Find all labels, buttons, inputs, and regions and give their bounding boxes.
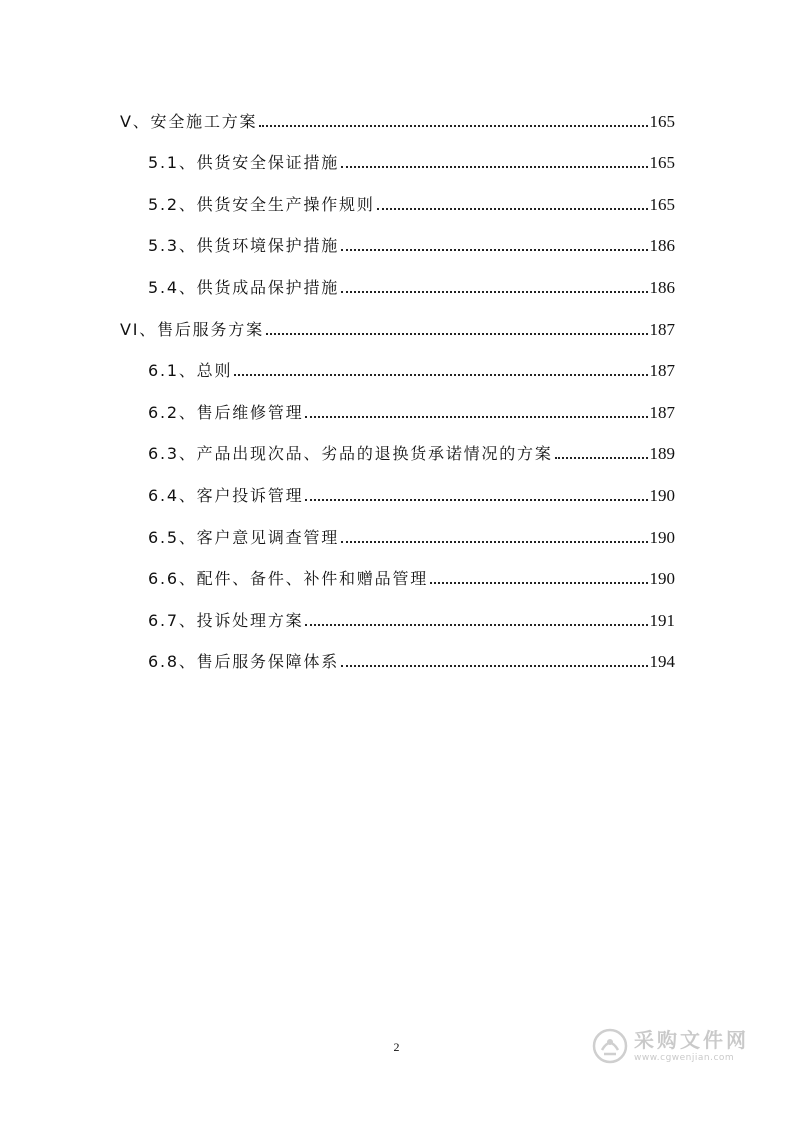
- toc-entry[interactable]: [120, 637, 675, 679]
- toc-entry-page: 186: [649, 236, 675, 256]
- toc-entry[interactable]: [120, 179, 675, 221]
- toc-leader-dots: [341, 291, 647, 293]
- toc-leader-dots: [430, 582, 647, 584]
- toc-entry-page: 190: [649, 485, 675, 505]
- watermark: [592, 1028, 749, 1064]
- toc-entry[interactable]: [120, 595, 675, 637]
- toc-entry[interactable]: [120, 554, 675, 596]
- toc-entry-title: 5.3、供货环境保护措施: [148, 236, 340, 256]
- toc-entry-page: 187: [649, 361, 675, 381]
- toc-entry-title: 6.8、售后服务保障体系: [148, 652, 340, 672]
- toc-leader-dots: [555, 457, 648, 459]
- toc-entry[interactable]: [120, 512, 675, 554]
- toc-entry-title: 6.7、投诉处理方案: [148, 610, 304, 630]
- toc-entry[interactable]: [120, 346, 675, 388]
- toc-entry[interactable]: [120, 96, 675, 138]
- toc-entry-title: 6.2、售后维修管理: [148, 402, 304, 422]
- toc-entry[interactable]: [120, 221, 675, 263]
- toc-leader-dots: [341, 166, 647, 168]
- toc-entry[interactable]: [120, 387, 675, 429]
- toc-entry[interactable]: [120, 138, 675, 180]
- table-of-contents: [120, 96, 675, 678]
- logo-icon: [592, 1028, 628, 1064]
- toc-entry-title: 6.6、配件、备件、补件和赠品管理: [148, 569, 429, 589]
- toc-entry[interactable]: [120, 429, 675, 471]
- toc-entry-page: 190: [649, 527, 675, 547]
- toc-leader-dots: [259, 125, 647, 127]
- toc-entry-title: 6.5、客户意见调查管理: [148, 527, 340, 547]
- toc-entry-page: 194: [649, 652, 675, 672]
- toc-entry-page: 189: [649, 444, 675, 464]
- watermark-url: www.cgwenjian.com: [634, 1052, 735, 1063]
- toc-entry-page: 191: [649, 610, 675, 630]
- toc-entry[interactable]: [120, 470, 675, 512]
- toc-leader-dots: [341, 249, 647, 251]
- toc-entry-title: 6.3、产品出现次品、劣品的退换货承诺情况的方案: [148, 444, 553, 464]
- toc-leader-dots: [234, 374, 647, 376]
- watermark-title: 采购文件网: [634, 1027, 749, 1052]
- toc-leader-dots: [341, 541, 647, 543]
- toc-entry-title: 6.1、总则: [148, 361, 233, 381]
- toc-leader-dots: [305, 416, 647, 418]
- toc-entry-title: 5.4、供货成品保护措施: [148, 277, 340, 297]
- toc-entry[interactable]: [120, 262, 675, 304]
- toc-entry-page: 187: [649, 319, 675, 339]
- toc-entry[interactable]: [120, 304, 675, 346]
- toc-leader-dots: [266, 333, 648, 335]
- toc-entry-page: 190: [649, 569, 675, 589]
- toc-entry-title: 6.4、客户投诉管理: [148, 485, 304, 505]
- toc-entry-title: V、安全施工方案: [120, 111, 258, 131]
- toc-leader-dots: [305, 624, 647, 626]
- toc-entry-page: 186: [649, 277, 675, 297]
- toc-leader-dots: [305, 499, 647, 501]
- toc-entry-title: 5.2、供货安全生产操作规则: [148, 194, 375, 214]
- page-number: 2: [393, 1040, 400, 1054]
- toc-entry-page: 165: [649, 153, 675, 173]
- toc-entry-page: 165: [649, 111, 675, 131]
- toc-entry-page: 187: [649, 402, 675, 422]
- toc-entry-page: 165: [649, 194, 675, 214]
- toc-entry-title: 5.1、供货安全保证措施: [148, 153, 340, 173]
- toc-entry-title: VI、售后服务方案: [120, 319, 264, 339]
- toc-leader-dots: [341, 665, 647, 667]
- toc-leader-dots: [377, 208, 648, 210]
